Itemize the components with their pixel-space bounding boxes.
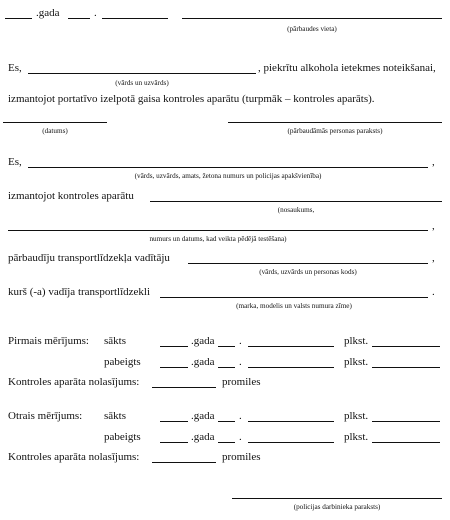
es-label-1: Es, [8, 62, 22, 74]
device-test-line[interactable] [8, 230, 428, 231]
m1-start-gada: .gada [191, 335, 215, 347]
driver-line[interactable] [188, 263, 428, 264]
m1-end-dot: . [239, 356, 242, 368]
drove-vehicle-label: kurš (-a) vadīja transportlīdzekli [8, 286, 151, 298]
m1-end-plkst: plkst. [344, 356, 369, 368]
m2-start-plkst: plkst. [344, 410, 369, 422]
officer-line[interactable] [28, 167, 428, 168]
m1-reading-label: Kontroles aparāta nolasījums: [8, 376, 140, 388]
officer-signature-line[interactable] [232, 498, 442, 499]
device-test-caption: numurs un datums, kad veikta pēdējā testēšana) [149, 235, 287, 243]
place-caption: (pārbaudes vieta) [287, 25, 337, 33]
m1-reading-line[interactable] [152, 387, 216, 388]
driver-caption: (vārds, uzvārds un personas kods) [259, 268, 357, 276]
device-name-caption: (nosaukums, [277, 206, 315, 214]
m1-end-gada: .gada [191, 356, 215, 368]
measurement2-end-label: pabeigts [104, 431, 141, 443]
device-sentence: izmantojot portatīvo izelpotā gaisa kontroles aparātu (turpmāk – kontroles aparāts). [8, 93, 375, 105]
device-name-line[interactable] [150, 201, 442, 202]
officer-caption: (vārds, uzvārds, amats, žetona numurs un policijas apakšvienība) [134, 172, 322, 180]
device-test-comma: , [432, 220, 435, 232]
m1-end-time-line[interactable] [372, 367, 440, 368]
es-label-2: Es, [8, 156, 22, 168]
dot-separator: . [94, 7, 97, 19]
m1-reading-unit: promiles [222, 376, 261, 388]
m1-end-day-line[interactable] [248, 367, 334, 368]
m1-start-time-line[interactable] [372, 346, 440, 347]
measurement1-title: Pirmais mērījums: [8, 335, 89, 347]
m2-end-plkst: plkst. [344, 431, 369, 443]
device-label: izmantojot kontroles aparātu [8, 190, 134, 202]
m2-start-dot: . [239, 410, 242, 422]
consent-date-line[interactable] [3, 122, 107, 123]
gada-label: .gada [36, 7, 60, 19]
vehicle-dot: . [432, 286, 435, 298]
m2-end-time-line[interactable] [372, 442, 440, 443]
vehicle-line[interactable] [160, 297, 428, 298]
m1-start-month-line[interactable] [218, 346, 235, 347]
m2-reading-label: Kontroles aparāta nolasījums: [8, 451, 140, 463]
subject-signature-caption: (pārbaudāmās personas paraksts) [287, 127, 383, 135]
m1-start-day-line[interactable] [248, 346, 334, 347]
year-line[interactable] [5, 18, 32, 19]
measurement2-title: Otrais mērījums: [8, 410, 83, 422]
m1-start-year-line[interactable] [160, 346, 188, 347]
m2-end-gada: .gada [191, 431, 215, 443]
m2-reading-line[interactable] [152, 462, 216, 463]
m2-reading-unit: promiles [222, 451, 261, 463]
m2-start-year-line[interactable] [160, 421, 188, 422]
agree-text: , piekrītu alkohola ietekmes noteikšanai, [258, 62, 436, 74]
m1-start-plkst: plkst. [344, 335, 369, 347]
m2-end-month-line[interactable] [218, 442, 235, 443]
measurement1-start-label: sākts [104, 335, 126, 347]
m2-start-gada: .gada [191, 410, 215, 422]
month-line[interactable] [68, 18, 90, 19]
m2-end-dot: . [239, 431, 242, 443]
driver-comma: , [432, 252, 435, 264]
officer-signature-caption: (policijas darbinieka paraksts) [293, 503, 381, 511]
subject-name-caption: (vārds un uzvārds) [115, 79, 169, 87]
officer-comma: , [432, 156, 435, 168]
day-line[interactable] [102, 18, 168, 19]
consent-date-caption: (datums) [42, 127, 68, 135]
vehicle-caption: (marka, modelis un valsts numura zīme) [236, 302, 352, 310]
m2-end-year-line[interactable] [160, 442, 188, 443]
m1-end-year-line[interactable] [160, 367, 188, 368]
m2-start-month-line[interactable] [218, 421, 235, 422]
subject-name-line[interactable] [28, 73, 256, 74]
checked-driver-label: pārbaudīju transportlīdzekļa vadītāju [8, 252, 170, 264]
m1-start-dot: . [239, 335, 242, 347]
m2-start-time-line[interactable] [372, 421, 440, 422]
subject-signature-line[interactable] [228, 122, 442, 123]
m2-end-day-line[interactable] [248, 442, 334, 443]
place-line[interactable] [182, 18, 442, 19]
m2-start-day-line[interactable] [248, 421, 334, 422]
measurement1-end-label: pabeigts [104, 356, 141, 368]
m1-end-month-line[interactable] [218, 367, 235, 368]
measurement2-start-label: sākts [104, 410, 126, 422]
